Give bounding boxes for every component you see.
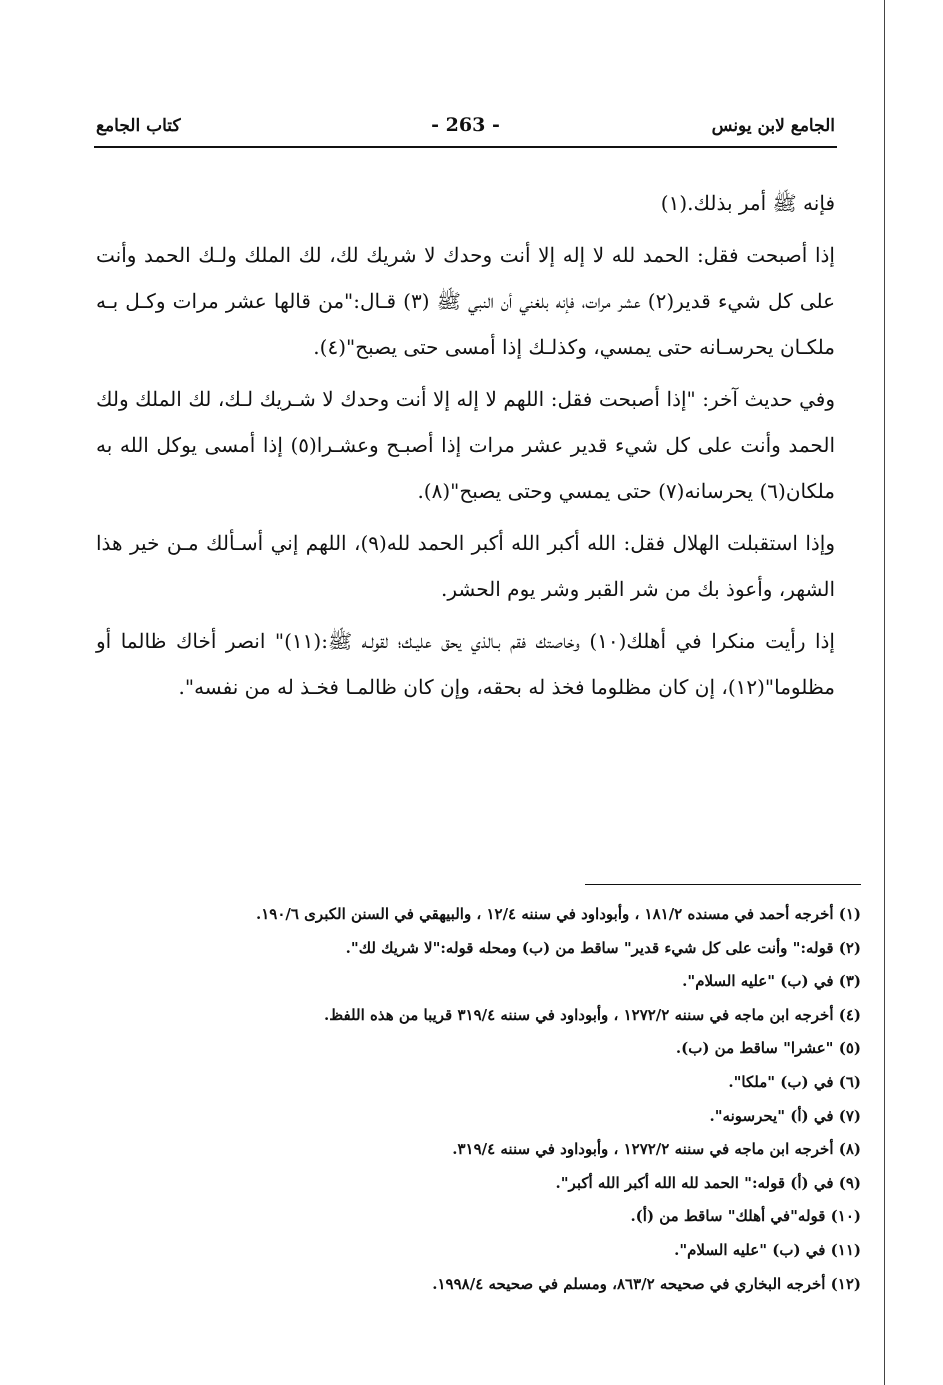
footnote: (٤) أخرجه ابن ماجه في سننه ١٢٧٢/٢ ، وأبوداود في سننه ٣١٩/٤ قريبا من هذه اللفظ. xyxy=(323,1005,861,1024)
paragraph: فإنه ﷺ أمر بذلك.(١) xyxy=(660,191,835,215)
footnotes xyxy=(170,898,861,1301)
paragraph: وإذا استقبلت الهلال فقل: الله أكبر الله أكبر الحمد لله(٩)، اللهم إني أسـألك مـن خير هذا الشهر، وأعوذ بك من شر القبر وشر يوم الحشر. xyxy=(96,531,835,601)
scan-edge-line xyxy=(884,0,885,1385)
footnote: (٥) "عشرا" ساقط من (ب). xyxy=(675,1039,861,1058)
paragraph: إذا رأيت منكرا في أهلك(١٠) وخاصتك فقم بـالذي يحق عليـك؛ لقولـه ﷺ:(١١)" انصر أخاك ظالما أو مظلوما"(١٢)، إن كان مظلوما فخذ له بحقه، وإن كان ظالمـا فخـذ له من نفسه". xyxy=(96,629,835,699)
paragraph: وفي حديث آخر: "إذا أصبحت فقل: اللهم لا إله إلا أنت وحدك لا شـريك لـك، لك الملك ولك الحمد وأنت على كل شيء قدير عشر مرات إذا أصبـح وعشـرا(٥) إذا أمسى يوكل الله به ملكان(٦) يحرسانه(٧) حتى يمسي وحتى يصبح"(٨). xyxy=(96,387,835,503)
header-divider xyxy=(94,146,837,148)
footnote: (١٠) قوله"في أهلك" ساقط من (أ). xyxy=(630,1207,861,1226)
footnote-divider xyxy=(585,884,861,885)
footnote: (٦) في (ب) "ملكا". xyxy=(728,1072,861,1091)
paragraph: إذا أصبحت فقل: الحمد لله لا إله إلا أنت وحدك لا شريك لك، لك الملك ولـك الحمد وأنت على كل شيء قدير(٢) عشر مرات، فإنه بلغني أن النبي ﷺ (٣) قـال:"من قالها عشر مرات وكـل بـه ملكـان يحرسـانه حتى يمسي، وكذلـك إذا أمسى حتى يصبح"(٤). xyxy=(96,243,836,359)
header-chapter-title: كتاب الجامع xyxy=(96,116,181,136)
header-book-title: الجامع لابن يونس xyxy=(711,116,835,136)
footnote: (١) أخرجه أحمد في مسنده ١٨١/٢ ، وأبوداود في سننه ١٢/٤ ، والبيهقي في السنن الكبرى ١٩٠/٦. xyxy=(256,905,861,923)
footnote: (١٢) أخرجه البخاري في صحيحه ٨٦٣/٢، ومسلم في صحيحه ١٩٩٨/٤. xyxy=(432,1274,861,1293)
footnote: (٣) في (ب) "عليه السلام". xyxy=(682,972,861,991)
footnote: (٨) أخرجه ابن ماجه في سننه ١٢٧٢/٢ ، وأبوداود في سننه ٣١٩/٤. xyxy=(452,1140,861,1159)
footnote: (١١) في (ب) "عليه السلام". xyxy=(674,1240,861,1259)
page-number: - 263 - xyxy=(431,114,500,136)
footnote: (٢) قوله:" وأنت على كل شيء قدير" ساقط من (ب) ومحله قوله:"لا شريك لك". xyxy=(345,938,861,957)
main-text xyxy=(96,180,835,716)
footnote: (٩) في (أ) قوله:" الحمد لله الله أكبر الله أكبر". xyxy=(555,1173,861,1192)
running-header xyxy=(96,114,835,144)
footnote: (٧) في (أ) "يحرسونه". xyxy=(709,1106,861,1125)
